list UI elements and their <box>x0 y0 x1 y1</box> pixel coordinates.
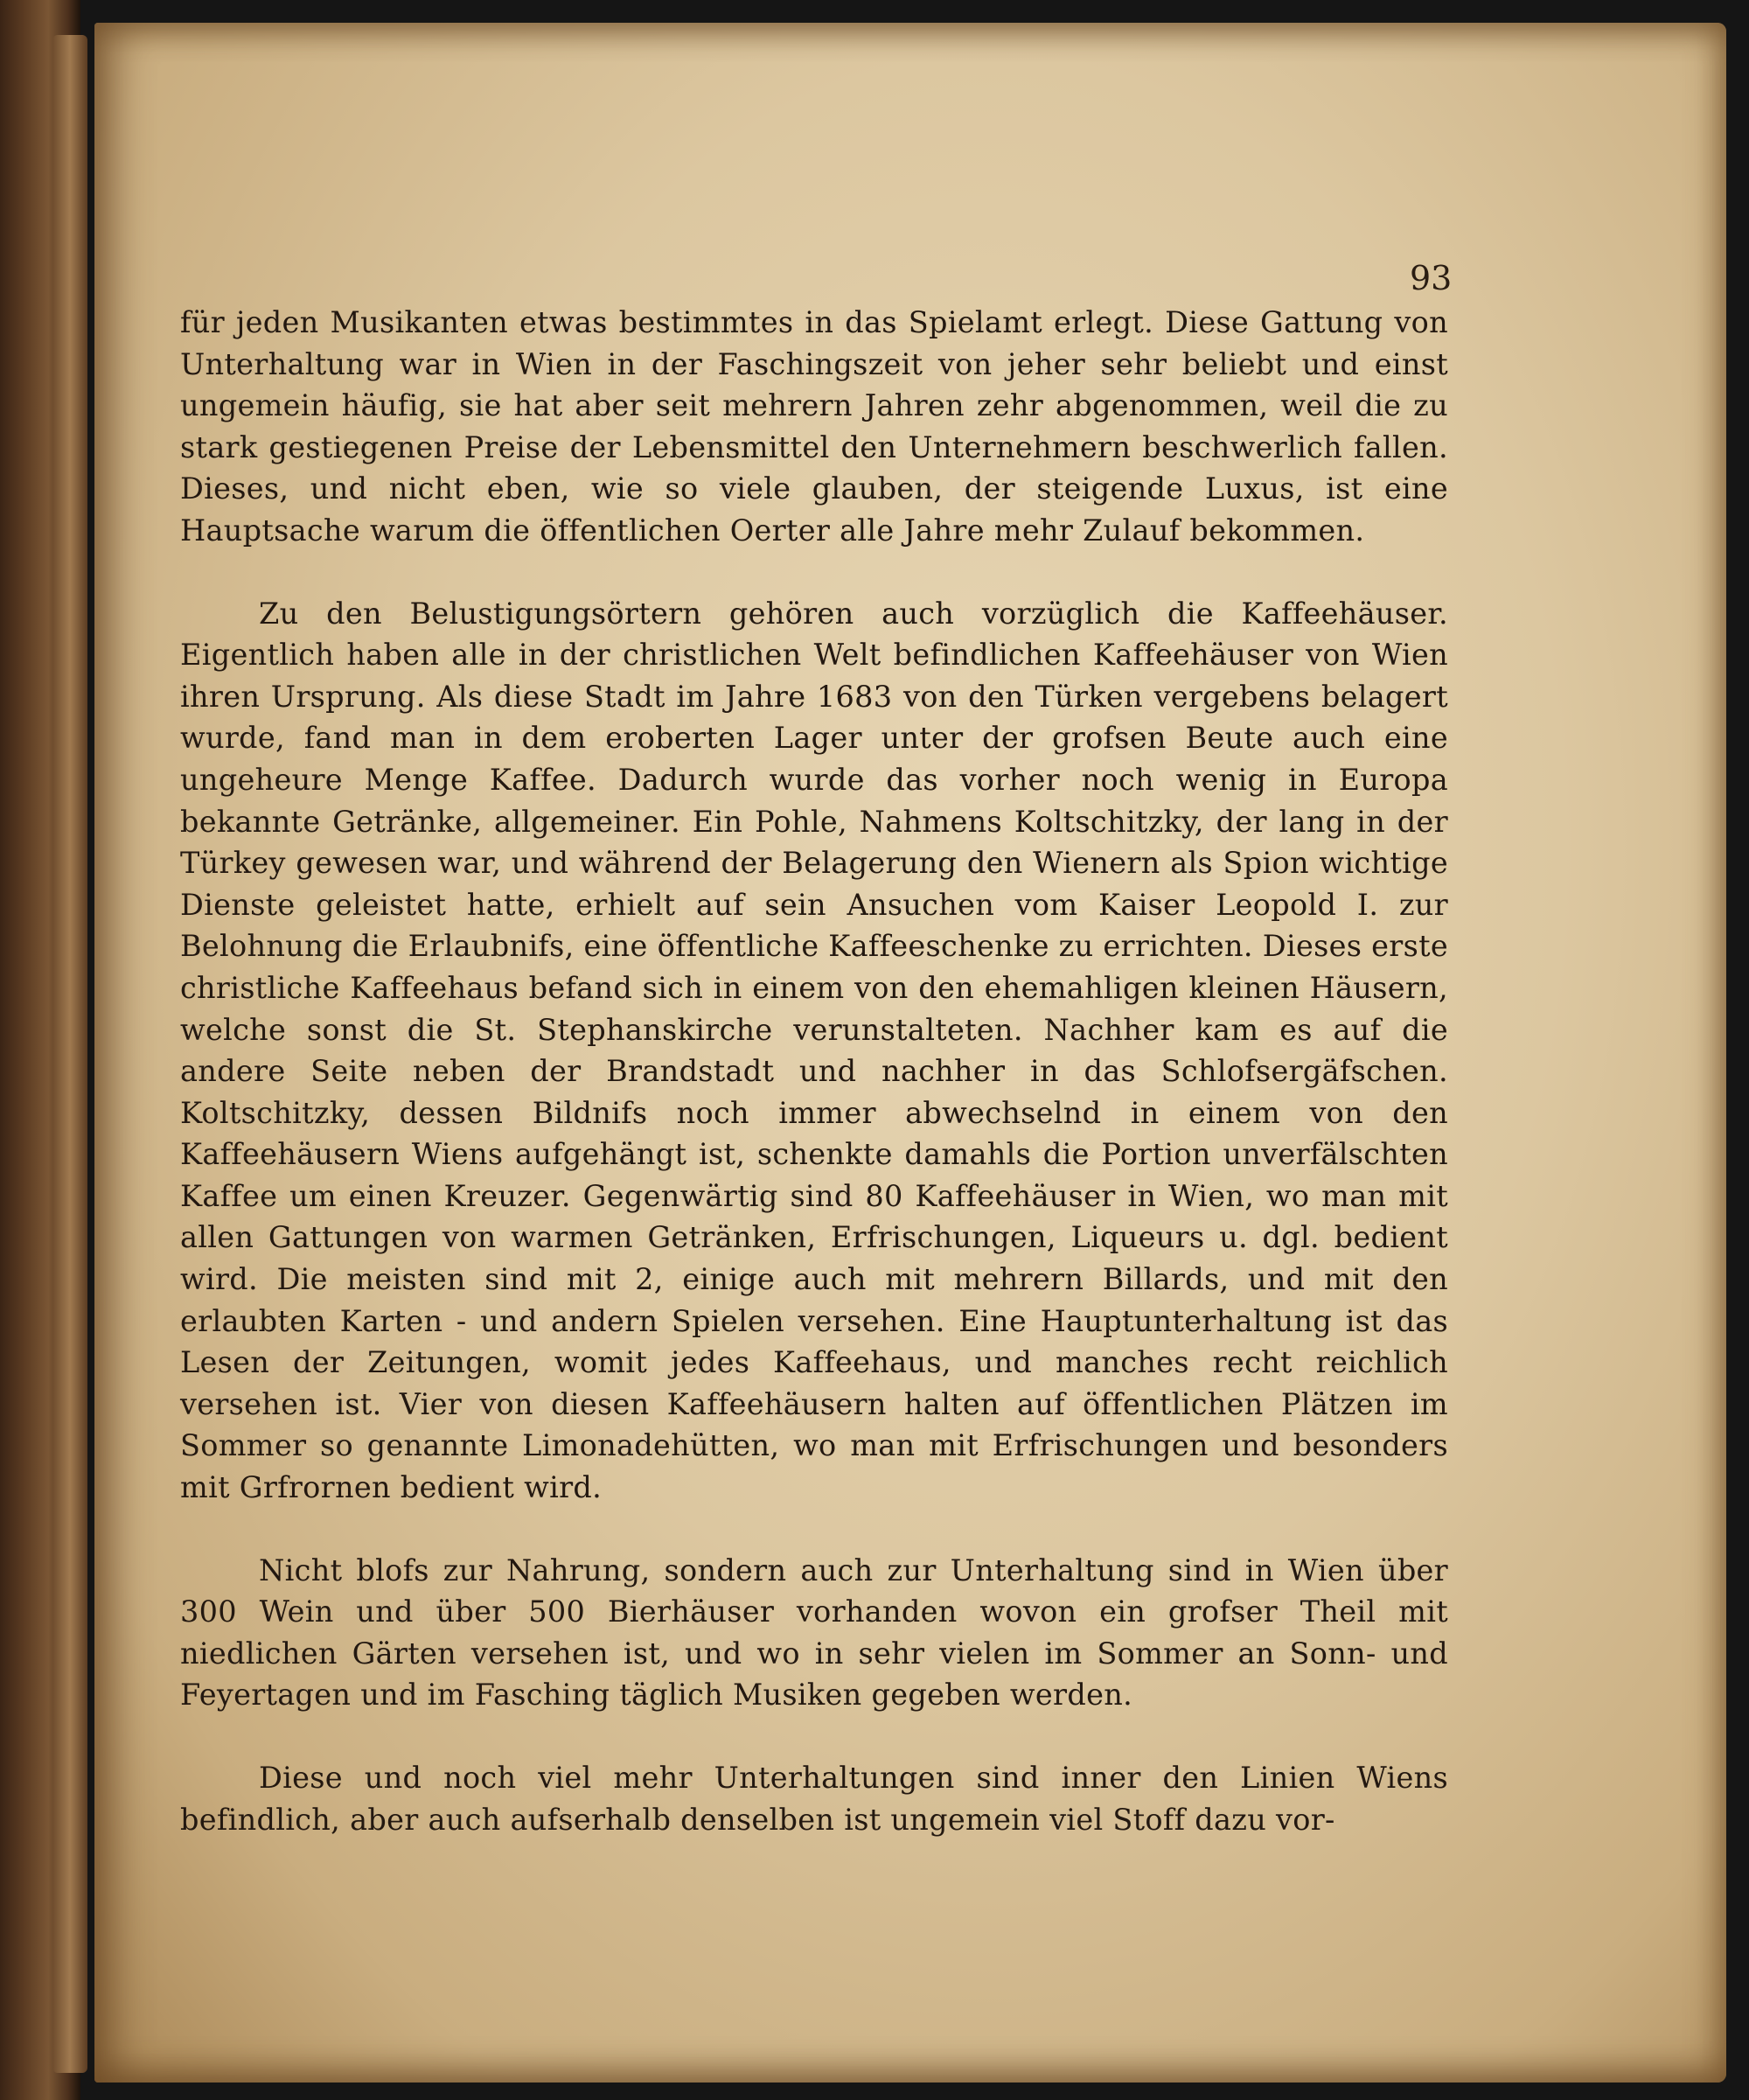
page-fold <box>52 35 87 2073</box>
paragraph-wein-bierhaeuser: Nicht blofs zur Nahrung, sondern auch zur Unterhaltung sind in Wien über 300 Wein und über 500 Bierhäuser vorhanden wovon ein grofser Theil mit niedlichen Gärten versehen ist, und wo in sehr vielen im Sommer an Sonn- und Feyertagen und im Fasching täglich Musiken gegeben werden. <box>180 1552 1448 1713</box>
paragraph-unterhaltungen: Diese und noch viel mehr Unterhaltungen sind inner den Linien Wiens befindlich, aber auch aufserhalb denselben ist ungemein viel Stoff dazu vor- <box>180 1761 1448 1837</box>
paragraph-kaffeehaeuser: Zu den Belustigungsörtern gehören auch vorzüglich die Kaffeehäuser. Eigentlich haben alle in der christlichen Welt befindlichen Kaffeehäuser von Wien ihren Ursprung. Als diese Stadt im Jahre 1683 von den Türken vergebens belagert wurde, fand man in dem eroberten Lager unter der grofsen Beute auch eine ungeheure Menge Kaffee. Dadurch wurde das vorher noch wenig in Europa bekannte Getränke, allgemeiner. Ein Pohle, Nahmens Koltschitzky, der lang in der Türkey gewesen war, und während der Belagerung den Wienern als Spion wichtige Dienste geleistet hatte, erhielt auf sein Ansuchen vom Kaiser Leopold I. zur Belohnung die Erlaubnifs, eine öffentliche Kaffeeschenke zu errichten. Dieses erste christliche Kaffeehaus befand sich in einem von den ehemahligen kleinen Häusern, welche sonst die St. Stephanskirche verunstalteten. Nachher kam es auf die andere Seite neben der Brandstadt und nachher in das Schlofsergäfschen. Koltschitzky, dessen Bildnifs noch immer abwechselnd in einem von den Kaffeehäusern Wiens aufgehängt ist, schenkte damahls die Portion unverfälschten Kaffee um einen Kreuzer. Gegenwärtig sind 80 Kaffeehäuser in Wien, wo man mit allen Gattungen von warmen Getränken, Erfrischungen, Liqueurs u. dgl. bedient wird. Die meisten sind mit 2, einige auch mit mehrern Billards, und mit den erlaubten Karten - und andern Spielen versehen. Eine Hauptunterhaltung ist das Lesen der Zeitungen, womit jedes Kaffeehaus, und manches recht reichlich versehen ist. Vier von diesen Kaffeehäusern halten auf öffentlichen Plätzen im Sommer so genannte Limonadehütten, wo man mit Erfrischungen und besonders mit Grfrornen bedient wird. <box>180 596 1448 1505</box>
page-number: 93 <box>1410 259 1453 297</box>
paragraph-continuation: für jeden Musikanten etwas bestimmtes in das Spielamt erlegt. Diese Gattung von Unterhaltung war in Wien in der Faschingszeit von jeher sehr beliebt und einst ungemein häufig, sie hat aber seit mehrern Jahren zehr abgenommen, weil die zu stark gestiegenen Preise der Lebensmittel den Unternehmern beschwerlich fallen. Dieses, und nicht eben, wie so viele glauben, der steigende Luxus, ist eine Hauptsache warum die öffentlichen Oerter alle Jahre mehr Zulauf bekommen. <box>180 305 1448 548</box>
page-body <box>180 302 1448 1840</box>
